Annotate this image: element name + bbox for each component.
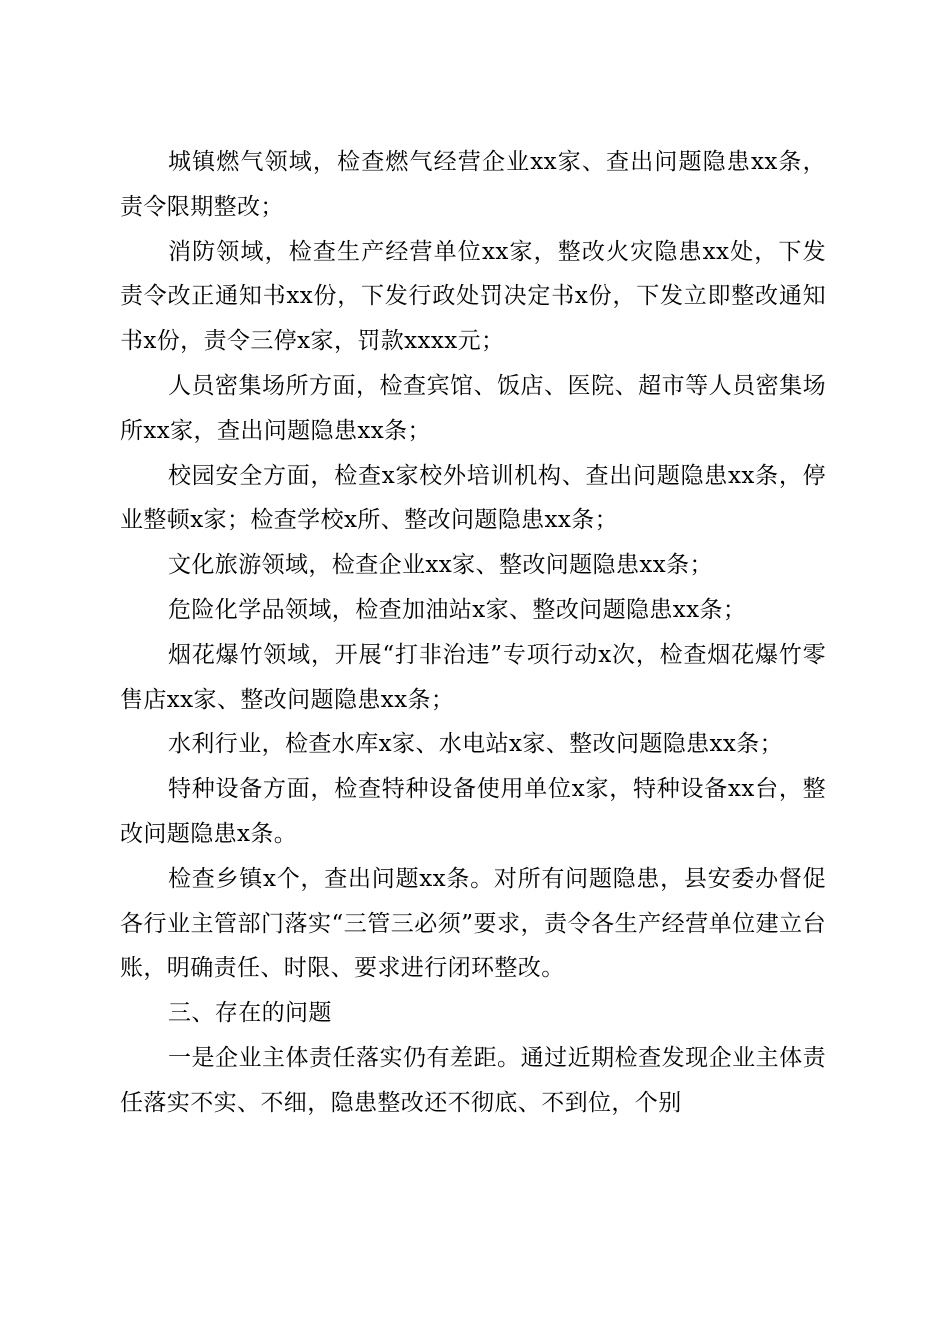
paragraph-gas: 城镇燃气领域，检查燃气经营企业xx家、查出问题隐患xx条，责令限期整改；: [120, 149, 826, 220]
paragraph-fireworks: 烟花爆竹领域，开展“打非治违”专项行动x次，检查烟花爆竹零售店xx家、整改问题隐患xx条；: [120, 641, 826, 713]
section-heading: 三、存在的问题: [168, 1000, 332, 1027]
paragraph-culture-tourism: 文化旅游领域，检查企业xx家、整改问题隐患xx条；: [168, 552, 713, 579]
paragraph-body: 通过近期检查发现企业主体责任落实不实、不细，隐患整改还不彻底、不到位，个别: [120, 1044, 827, 1116]
paragraph-crowded-places: 人员密集场所方面，检查宾馆、饭店、医院、超市等人员密集场所xx家，查出问题隐患xx条；: [120, 372, 826, 444]
paragraph-water-conservancy: 水利行业，检查水库x家、水电站x家、整改问题隐患xx条；: [168, 731, 784, 758]
paragraph-campus-safety: 校园安全方面，检查x家校外培训机构、查出问题隐患xx条，停业整顿x家；检查学校x所、整改问题隐患xx条；: [120, 462, 826, 534]
paragraph-problem-one: [120, 1036, 826, 1126]
paragraph-lead: 一是企业主体责任落实仍有差距。: [168, 1044, 521, 1071]
paragraph-hazardous-chemicals: 危险化学品领域，检查加油站x家、整改问题隐患xx条；: [168, 596, 747, 623]
paragraph-fire: 消防领域，检查生产经营单位xx家，整改火灾隐患xx处，下发责令改正通知书xx份，下发行政处罚决定书x份，下发立即整改通知书x份，责令三停x家，罚款xxxx元；: [120, 238, 826, 355]
document-page: [120, 140, 826, 1126]
paragraph-special-equipment: 特种设备方面，检查特种设备使用单位x家，特种设备xx台，整改问题隐患x条。: [120, 776, 826, 847]
paragraph-township-inspection: 检查乡镇x个，查出问题xx条。对所有问题隐患，县安委办督促各行业主管部门落实“三管三必须”要求，责令各生产经营单位建立台账，明确责任、时限、要求进行闭环整改。: [120, 865, 826, 982]
